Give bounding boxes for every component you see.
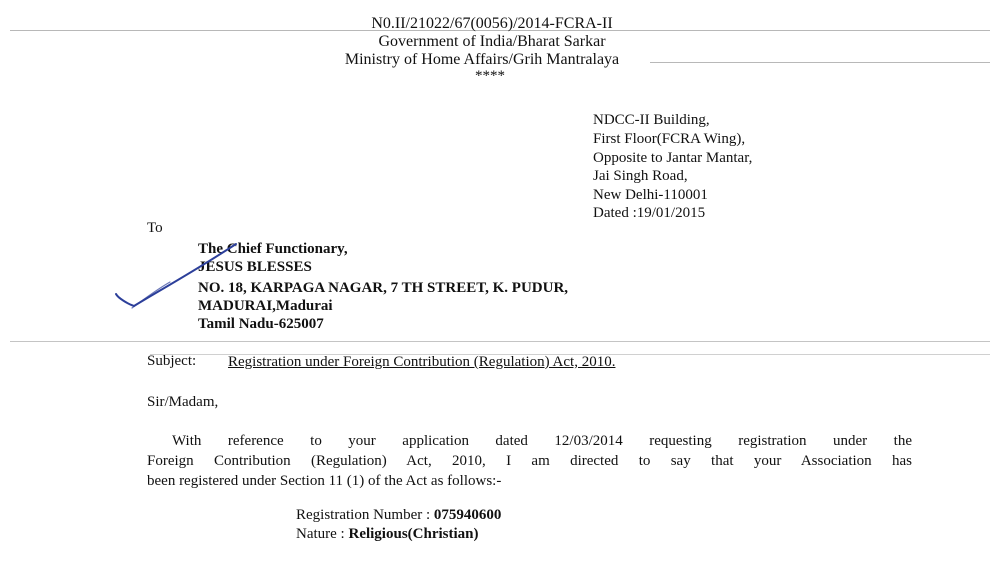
subject-label: Subject:	[147, 353, 197, 369]
body-line-1: With reference to your application dated 12/03/2014 requesting registration under the	[172, 433, 912, 449]
salutation: Sir/Madam,	[147, 394, 219, 410]
dated: Dated :19/01/2015	[593, 205, 706, 221]
address-line-2: First Floor(FCRA Wing),	[593, 131, 746, 147]
subject-text: Registration under Foreign Contribution (Regulation) Act, 2010.	[228, 354, 616, 370]
to-label: To	[147, 220, 163, 236]
recipient-line-3: NO. 18, KARPAGA NAGAR, 7 TH STREET, K. PUDUR,	[198, 280, 569, 296]
recipient-line-5: Tamil Nadu-625007	[198, 316, 324, 332]
recipient-line-1: The Chief Functionary,	[198, 241, 348, 257]
registration-number-label: Registration Number :	[296, 507, 431, 523]
nature-label: Nature :	[296, 526, 345, 542]
header-stars: ****	[475, 68, 505, 84]
recipient-line-4: MADURAI,Madurai	[198, 298, 333, 314]
pen-tick-mark	[110, 238, 250, 318]
nature-row	[296, 525, 479, 543]
mid-rule	[10, 341, 990, 342]
top-rule-right	[650, 62, 990, 63]
address-line-4: Jai Singh Road,	[593, 168, 688, 184]
recipient-line-2: JESUS BLESSES	[198, 259, 312, 275]
government-name: Government of India/Bharat Sarkar	[378, 33, 606, 50]
address-line-5: New Delhi-110001	[593, 187, 708, 203]
body-line-2: Foreign Contribution (Regulation) Act, 2010, I am directed to say that your Association has	[147, 453, 912, 469]
nature-value: Religious(Christian)	[348, 526, 479, 542]
body-line-3: been registered under Section 11 (1) of the Act as follows:-	[147, 473, 502, 489]
reference-number: N0.II/21022/67(0056)/2014-FCRA-II	[371, 15, 613, 32]
address-line-1: NDCC-II Building,	[593, 112, 710, 128]
address-line-3: Opposite to Jantar Mantar,	[593, 150, 753, 166]
ministry-name: Ministry of Home Affairs/Grih Mantralaya	[344, 51, 620, 68]
registration-number-value: 075940600	[433, 507, 502, 523]
registration-number-row	[296, 506, 501, 524]
